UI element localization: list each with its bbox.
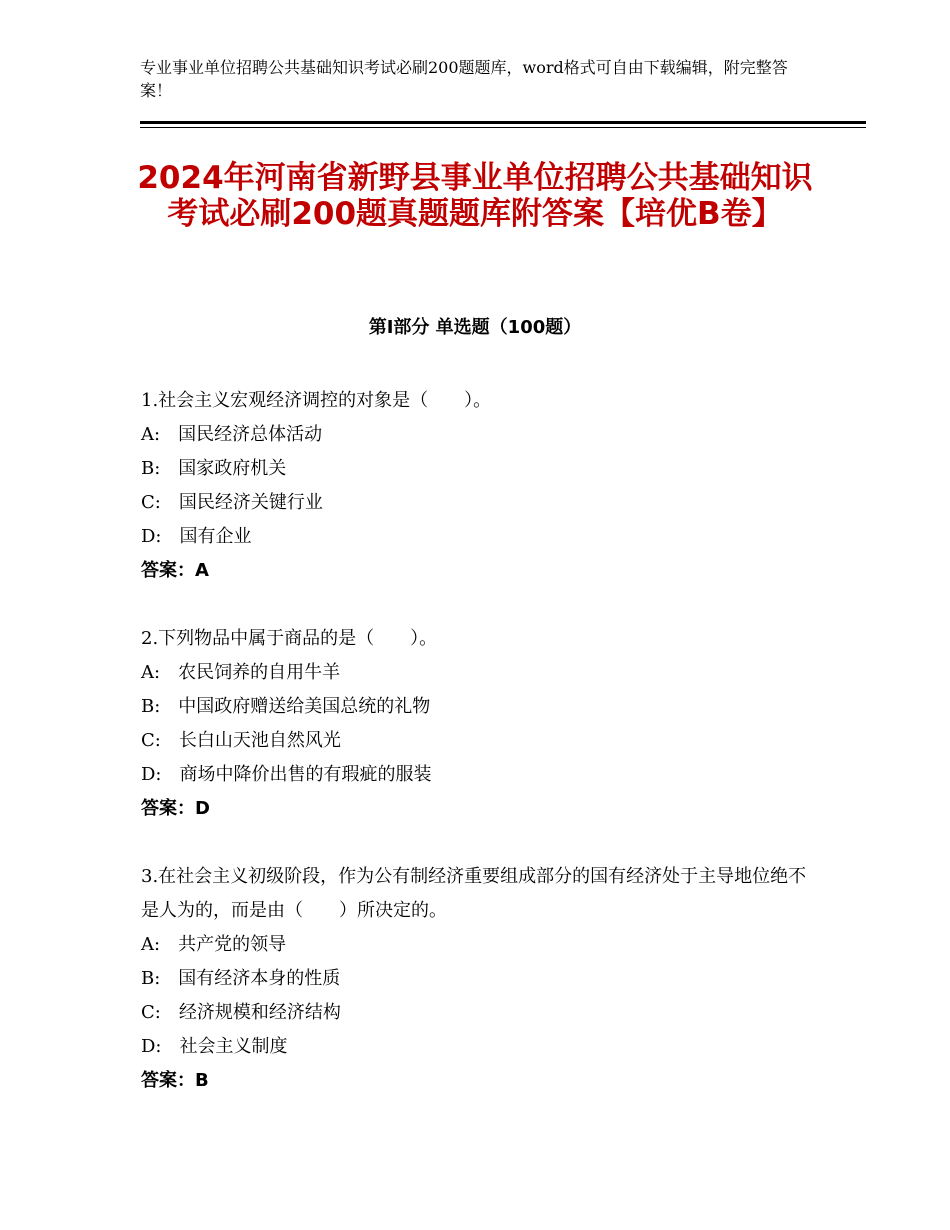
section-heading: 第I部分 单选题（100题）	[368, 317, 582, 338]
document-title: 2024年河南省新野县事业单位招聘公共基础知识考试必刷200题真题题库附答案【培优B卷】	[137, 160, 813, 232]
question-3	[141, 860, 821, 1098]
header-divider-thick	[140, 121, 866, 124]
option-b: B: 国家政府机关	[141, 458, 287, 479]
option-b: B: 中国政府赠送给美国总统的礼物	[141, 696, 431, 717]
option-c: C: 国民经济关键行业	[141, 492, 323, 513]
option-a: A: 农民饲养的自用牛羊	[141, 662, 341, 683]
option-d: D: 国有企业	[141, 526, 252, 547]
question-stem: 3.在社会主义初级阶段，作为公有制经济重要组成部分的国有经济处于主导地位绝不是人为的，而是由（ ）所决定的。	[141, 866, 807, 921]
option-a: A: 国民经济总体活动	[141, 424, 323, 445]
answer-line: 答案：D	[141, 798, 210, 819]
question-stem: 2.下列物品中属于商品的是（ ）。	[141, 628, 438, 649]
question-list	[141, 384, 821, 1132]
answer-line: 答案：B	[141, 1070, 209, 1091]
option-d: D: 商场中降价出售的有瑕疵的服装	[141, 764, 432, 785]
option-a: A: 共产党的领导	[141, 934, 287, 955]
question-2	[141, 622, 821, 826]
answer-line: 答案：A	[141, 560, 209, 581]
option-c: C: 长白山天池自然风光	[141, 730, 341, 751]
question-stem: 1.社会主义宏观经济调控的对象是（ ）。	[141, 390, 492, 411]
option-c: C: 经济规模和经济结构	[141, 1002, 341, 1023]
header-note: 专业事业单位招聘公共基础知识考试必刷200题题库，word格式可自由下载编辑，附完整答案！	[140, 58, 788, 100]
option-d: D: 社会主义制度	[141, 1036, 288, 1057]
header-divider-thin	[140, 127, 866, 128]
question-1	[141, 384, 821, 588]
option-b: B: 国有经济本身的性质	[141, 968, 341, 989]
